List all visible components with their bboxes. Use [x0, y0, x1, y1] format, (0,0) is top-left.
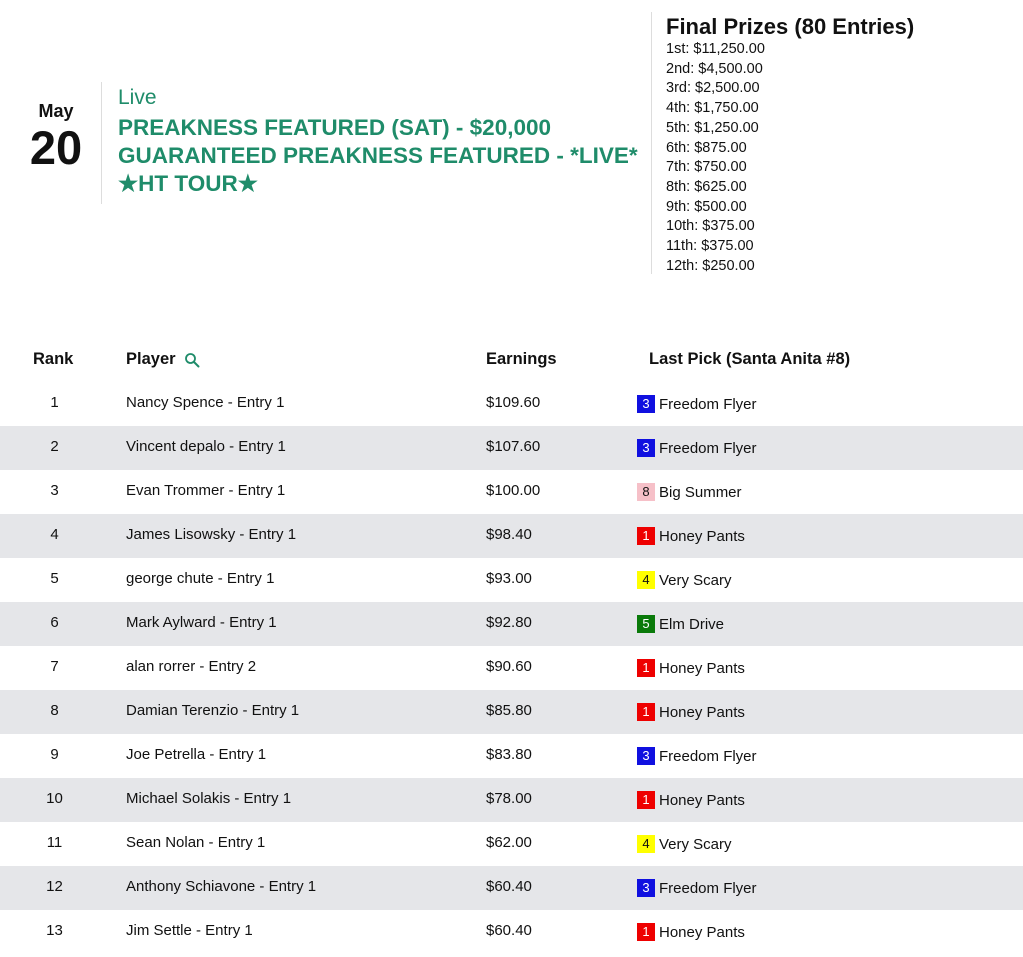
- post-position-badge: 8: [637, 483, 655, 501]
- player-name[interactable]: Sean Nolan - Entry 1: [126, 834, 266, 851]
- table-header: [0, 340, 1023, 382]
- horse-name: Very Scary: [659, 835, 732, 853]
- earnings-cell: $107.60: [486, 438, 541, 455]
- table-row[interactable]: [0, 426, 1023, 470]
- last-pick: [637, 879, 757, 897]
- prize-item: 5th: $1,250.00: [666, 119, 759, 136]
- header-rank[interactable]: Rank: [33, 350, 74, 368]
- rank-cell: 10: [46, 790, 63, 807]
- last-pick: [637, 395, 757, 413]
- table-row[interactable]: [0, 866, 1023, 910]
- post-position-badge: 3: [637, 439, 655, 457]
- post-position-badge: 1: [637, 923, 655, 941]
- prize-item: 9th: $500.00: [666, 198, 747, 215]
- earnings-cell: $60.40: [486, 922, 532, 939]
- date-month: May: [38, 101, 74, 121]
- final-prizes-panel: [666, 14, 914, 276]
- post-position-badge: 3: [637, 747, 655, 765]
- table-row[interactable]: [0, 602, 1023, 646]
- earnings-cell: $78.00: [486, 790, 532, 807]
- leaderboard-table: [0, 340, 1023, 954]
- header-player-label: Player: [126, 350, 176, 368]
- horse-name: Freedom Flyer: [659, 747, 757, 765]
- rank-cell: 7: [50, 658, 59, 675]
- horse-name: Honey Pants: [659, 791, 745, 809]
- horse-name: Freedom Flyer: [659, 439, 757, 457]
- player-name[interactable]: Michael Solakis - Entry 1: [126, 790, 292, 807]
- earnings-cell: $60.40: [486, 878, 532, 895]
- table-row[interactable]: [0, 470, 1023, 514]
- table-row[interactable]: [0, 646, 1023, 690]
- horse-name: Honey Pants: [659, 527, 745, 545]
- rank-cell: 2: [50, 438, 59, 455]
- post-position-badge: 1: [637, 703, 655, 721]
- prize-item: 4th: $1,750.00: [666, 100, 759, 117]
- earnings-cell: $109.60: [486, 394, 541, 411]
- last-pick: [637, 835, 732, 853]
- horse-name: Honey Pants: [659, 659, 745, 677]
- last-pick: [637, 615, 724, 633]
- rank-cell: 11: [46, 834, 63, 851]
- date-day: 20: [29, 121, 83, 174]
- rank-cell: 6: [50, 614, 59, 631]
- horse-name: Honey Pants: [659, 703, 745, 721]
- date-divider: [101, 82, 102, 204]
- prizes-title: Final Prizes (80 Entries): [666, 14, 915, 39]
- horse-name: Freedom Flyer: [659, 395, 757, 413]
- earnings-cell: $92.80: [486, 614, 532, 631]
- prize-item: 12th: $250.00: [666, 257, 755, 274]
- table-row[interactable]: [0, 382, 1023, 426]
- last-pick: [637, 703, 745, 721]
- player-name[interactable]: alan rorrer - Entry 2: [126, 658, 257, 675]
- last-pick: [637, 791, 745, 809]
- rank-cell: 12: [46, 878, 63, 895]
- last-pick: [637, 527, 745, 545]
- header-last-pick: Last Pick (Santa Anita #8): [649, 350, 851, 368]
- post-position-badge: 4: [637, 835, 655, 853]
- post-position-badge: 3: [637, 395, 655, 413]
- prize-item: 6th: $875.00: [666, 139, 747, 156]
- rank-cell: 3: [50, 482, 59, 499]
- event-date: [0, 100, 112, 173]
- player-name[interactable]: Evan Trommer - Entry 1: [126, 482, 286, 499]
- last-pick: [637, 571, 732, 589]
- prize-item: 2nd: $4,500.00: [666, 60, 763, 77]
- earnings-cell: $93.00: [486, 570, 532, 587]
- prize-item: 1st: $11,250.00: [666, 41, 765, 57]
- prizes-divider: [651, 12, 652, 274]
- earnings-cell: $100.00: [486, 482, 541, 499]
- post-position-badge: 3: [637, 879, 655, 897]
- prize-item: 11th: $375.00: [666, 238, 754, 255]
- table-row[interactable]: [0, 690, 1023, 734]
- last-pick: [637, 923, 745, 941]
- last-pick: [637, 483, 742, 501]
- post-position-badge: 1: [637, 659, 655, 677]
- player-name[interactable]: Mark Aylward - Entry 1: [126, 614, 277, 631]
- table-row[interactable]: [0, 822, 1023, 866]
- horse-name: Freedom Flyer: [659, 879, 757, 897]
- last-pick: [637, 747, 757, 765]
- event-info: [118, 86, 638, 198]
- last-pick: [637, 439, 757, 457]
- rank-cell: 13: [46, 922, 63, 939]
- table-row[interactable]: [0, 778, 1023, 822]
- table-row[interactable]: [0, 514, 1023, 558]
- player-name[interactable]: Vincent depalo - Entry 1: [126, 438, 286, 455]
- event-title[interactable]: PREAKNESS FEATURED (SAT) - $20,000 GUARANTEED PREAKNESS FEATURED - *LIVE* ★HT TOUR★: [118, 115, 638, 196]
- horse-name: Very Scary: [659, 571, 732, 589]
- player-name[interactable]: Joe Petrella - Entry 1: [126, 746, 267, 763]
- last-pick: [637, 659, 745, 677]
- table-row[interactable]: [0, 734, 1023, 778]
- rank-cell: 8: [50, 702, 59, 719]
- horse-name: Elm Drive: [659, 615, 725, 633]
- earnings-cell: $98.40: [486, 526, 532, 543]
- post-position-badge: 4: [637, 571, 655, 589]
- rank-cell: 5: [50, 570, 59, 587]
- prize-item: 10th: $375.00: [666, 218, 755, 235]
- post-position-badge: 1: [637, 791, 655, 809]
- prize-item: 7th: $750.00: [666, 159, 747, 176]
- player-name[interactable]: James Lisowsky - Entry 1: [126, 526, 297, 543]
- rank-cell: 1: [50, 394, 59, 411]
- post-position-badge: 5: [637, 615, 655, 633]
- table-row[interactable]: [0, 558, 1023, 602]
- prize-list: [666, 40, 914, 276]
- player-name[interactable]: george chute - Entry 1: [126, 570, 275, 587]
- earnings-cell: $90.60: [486, 658, 532, 675]
- header-player[interactable]: [126, 350, 200, 369]
- event-status: Live: [118, 86, 157, 109]
- player-name[interactable]: Damian Terenzio - Entry 1: [126, 702, 300, 719]
- horse-name: Big Summer: [659, 483, 742, 501]
- rank-cell: 9: [50, 746, 59, 763]
- post-position-badge: 1: [637, 527, 655, 545]
- earnings-cell: $62.00: [486, 834, 532, 851]
- search-icon[interactable]: [184, 352, 200, 368]
- table-body: [0, 382, 1023, 954]
- header-earnings[interactable]: Earnings: [486, 350, 557, 368]
- player-name[interactable]: Nancy Spence - Entry 1: [126, 394, 285, 411]
- prize-item: 8th: $625.00: [666, 178, 747, 195]
- earnings-cell: $85.80: [486, 702, 532, 719]
- earnings-cell: $83.80: [486, 746, 532, 763]
- player-name[interactable]: Anthony Schiavone - Entry 1: [126, 878, 317, 895]
- table-row[interactable]: [0, 910, 1023, 954]
- rank-cell: 4: [50, 526, 59, 543]
- prize-item: 3rd: $2,500.00: [666, 80, 760, 97]
- horse-name: Honey Pants: [659, 923, 745, 941]
- player-name[interactable]: Jim Settle - Entry 1: [126, 922, 253, 939]
